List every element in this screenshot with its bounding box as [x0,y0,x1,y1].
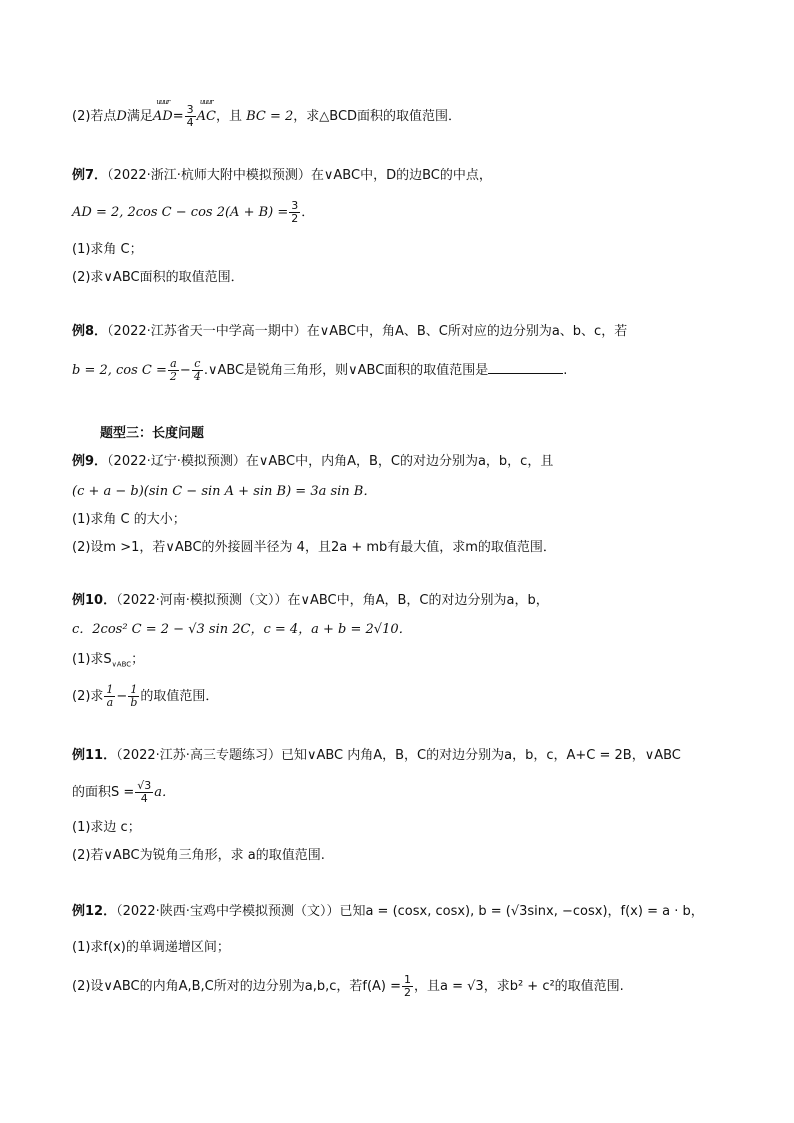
example-11-question-1: (1)求边 c； [72,820,141,835]
text: (2)若点 [72,109,117,124]
example-8-title [72,322,627,342]
fraction: $\frac{3}{2}$ [291,199,299,225]
punctuation: . [563,363,568,378]
example-12-question-2 [72,974,624,999]
example-11-title [72,746,681,766]
example-text: （2022·陕西·宝鸡中学模拟预测（文））已知a = (cosx, cosx), b = (√3sinx, −cosx)，f(x) = a · b， [116,904,704,919]
vector-ad: uuur AD [152,98,173,124]
example-text: （2022·辽宁·模拟预测）在∨ABC中，内角A，B，C的对边分别为a，b，c，且 [107,454,554,469]
equation: b = 2, cos C = [72,363,167,378]
example-text: （2022·江苏省天一中学高一期中）在∨ABC中，角A、B、C所对应的边分别为a、b、c，若 [107,324,628,339]
fraction: $\frac{1}{a}$ [106,683,114,709]
example-7-question-2: (2)求∨ABC面积的取值范围． [72,270,244,285]
subscript: ∨ABC [111,660,132,669]
text: (1)求S [72,652,112,667]
point-d: D [116,109,127,124]
example-11-question-2: (2)若∨ABC为锐角三角形，求 a的取值范围. [72,848,325,863]
fraction: $\frac{a}{2}$ [169,357,177,383]
fraction: $\frac{3}{4}$ [186,103,194,129]
equation: BC = 2 [246,109,294,124]
vector-ac: uuur AC [196,98,216,124]
example-9-question-2: (2)设m >1，若∨ABC的外接圆半径为 4，且2a + mb有最大值，求m的取值范围． [72,540,556,555]
section-heading: 题型三：长度问题 [100,426,205,441]
equation: c．2cos² C = 2 − √3 sin 2C，c = 4，a + b = 2√10． [72,622,412,637]
example-12-title [72,902,704,922]
example-7-title [72,166,492,186]
vector-arrow: uuur [199,98,213,106]
text: 的取值范围． [140,689,219,704]
fraction: $\frac{c}{4}$ [193,357,201,383]
example-10-question-2 [72,684,218,709]
equation: AD = 2, 2cos C − cos 2(A + B) = [72,205,289,220]
example-7-equation [72,200,314,225]
fraction: $\frac{√3}{4}$ [137,779,152,805]
text: ，且 [215,109,242,124]
example-label: 例12． [72,904,117,919]
example-label: 例7． [72,168,108,183]
example-9-title [72,452,553,472]
example-text: （2022·浙江·杭师大附中模拟预测）在∨ABC中，D的边BC的中点， [107,168,492,183]
example-12-question-1: (1)求f(x)的单调递增区间； [72,940,230,955]
question-part-2 [72,98,462,129]
equation: (c + a − b)(sin C − sin A + sin B) = 3a sin B． [72,484,377,499]
example-9-equation [72,482,376,502]
equals: = [172,109,184,124]
text: 满足 [126,109,153,124]
example-text: （2022·江苏·高三专题练习）已知∨ABC 内角A，B，C的对边分别为a，b，c，A+C = 2B，∨ABC [116,748,681,763]
minus: − [179,363,191,378]
text: 的面积S = [72,785,135,800]
punctuation: ； [131,652,145,667]
example-9-question-1: (1)求角 C 的大小； [72,512,186,527]
text: (2)求 [72,689,104,704]
text: ，且a = √3，求b² + c²的取值范围. [414,979,624,994]
fraction: $\frac{1}{2}$ [404,973,412,999]
fraction: $\frac{1}{b}$ [130,683,138,709]
minus: − [116,689,128,704]
example-label: 例10． [72,593,117,608]
text: .∨ABC是锐角三角形，则∨ABC面积的取值范围是 [203,363,489,378]
example-10-question-1 [72,650,144,675]
example-10-equation [72,620,412,640]
example-8-equation [72,358,567,383]
example-text: （2022·河南·模拟预测（文））在∨ABC中，角A，B，C的对边分别为a，b， [116,593,549,608]
example-label: 例11． [72,748,117,763]
vector-arrow: uuur [156,98,170,106]
answer-blank[interactable] [488,361,563,374]
example-label: 例9． [72,454,108,469]
example-7-question-1: (1)求角 C； [72,242,143,257]
punctuation: ． [301,205,315,220]
text: a． [154,785,176,800]
example-label: 例8． [72,324,108,339]
example-11-area [72,780,175,805]
text: ，求△BCD面积的取值范围． [293,109,462,124]
example-10-title [72,591,549,611]
text: (2)设∨ABC的内角A,B,C所对的边分别为a,b,c，若f(A) = [72,979,402,994]
